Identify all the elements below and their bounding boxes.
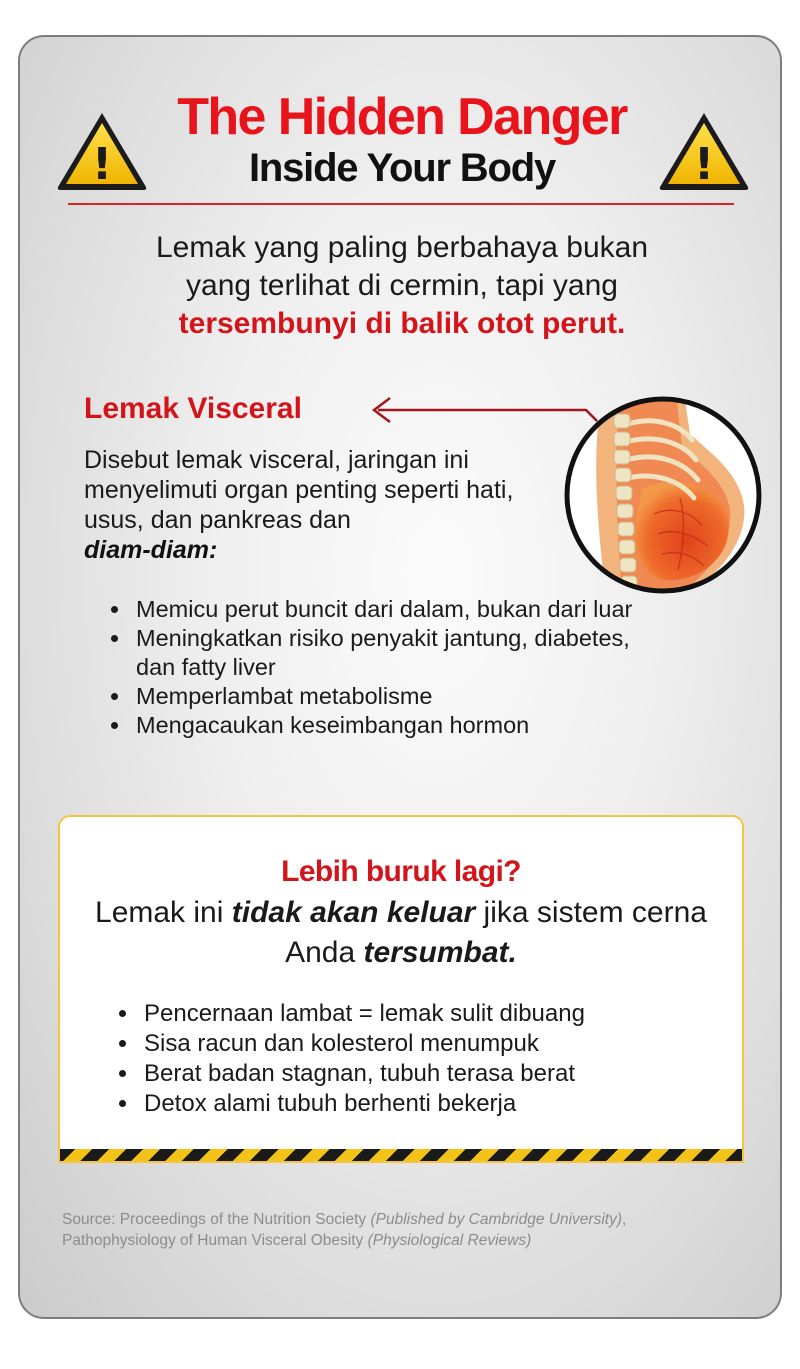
source-publisher-1: (Published by Cambridge University)	[370, 1211, 622, 1228]
source-separator: ,	[622, 1211, 627, 1228]
list-item: • Sisa racun dan kolesterol menumpuk	[140, 1029, 740, 1059]
page-title: The Hidden Danger	[177, 88, 627, 146]
hazard-stripe	[60, 1149, 742, 1161]
list-item: • Detox alami tubuh berhenti bekerja	[140, 1089, 740, 1119]
list-item: • Mengacaukan keseimbangan hormon	[132, 711, 652, 740]
callout-points-list	[118, 999, 740, 1119]
callout-emphasis-1: tidak akan keluar	[231, 896, 476, 929]
source-publisher-2: (Physiological Reviews)	[367, 1232, 532, 1249]
list-item: • Meningkatkan risiko penyakit jantung, diabetes, dan fatty liver	[132, 624, 652, 682]
source-label: Source: Proceedings of the Nutrition Society	[62, 1211, 371, 1228]
svg-text:!: !	[693, 139, 715, 190]
source-citation	[62, 1209, 752, 1251]
visceral-heading: Lemak Visceral	[84, 392, 302, 425]
callout-box	[58, 815, 744, 1163]
intro-text	[60, 229, 744, 343]
list-item: • Memperlambat metabolisme	[132, 682, 652, 711]
callout-text-part-1: Lemak ini	[95, 896, 232, 929]
source-reference-2: Pathophysiology of Human Visceral Obesity	[62, 1232, 368, 1249]
infographic-card	[18, 35, 782, 1319]
svg-text:!: !	[91, 139, 113, 190]
callout-text	[80, 893, 722, 973]
list-item: • Berat badan stagnan, tubuh terasa berat	[140, 1059, 740, 1089]
list-item: • Memicu perut buncit dari dalam, bukan dari luar	[132, 595, 652, 624]
page-subtitle: Inside Your Body	[248, 146, 556, 190]
intro-line-2: yang terlihat di cermin, tapi yang	[186, 269, 618, 302]
callout-emphasis-2: tersumbat.	[363, 936, 517, 969]
visceral-points-list	[110, 595, 652, 740]
visceral-description-text: Disebut lemak visceral, jaringan ini menyelimuti organ penting seperti hati, usus, dan pankreas dan	[84, 446, 514, 534]
visceral-emphasis: diam-diam:	[84, 536, 218, 564]
visceral-fat-body-icon	[562, 394, 764, 596]
callout-text-part-2: jika sistem cerna Anda	[285, 896, 707, 969]
title-divider	[68, 203, 734, 205]
intro-highlight: tersembunyi di balik otot perut.	[178, 307, 626, 340]
list-item: • Pencernaan lambat = lemak sulit dibuang	[140, 999, 740, 1029]
intro-line-1: Lemak yang paling berbahaya bukan	[155, 231, 649, 264]
callout-heading: Lebih buruk lagi?	[281, 855, 521, 888]
visceral-description	[84, 445, 564, 565]
